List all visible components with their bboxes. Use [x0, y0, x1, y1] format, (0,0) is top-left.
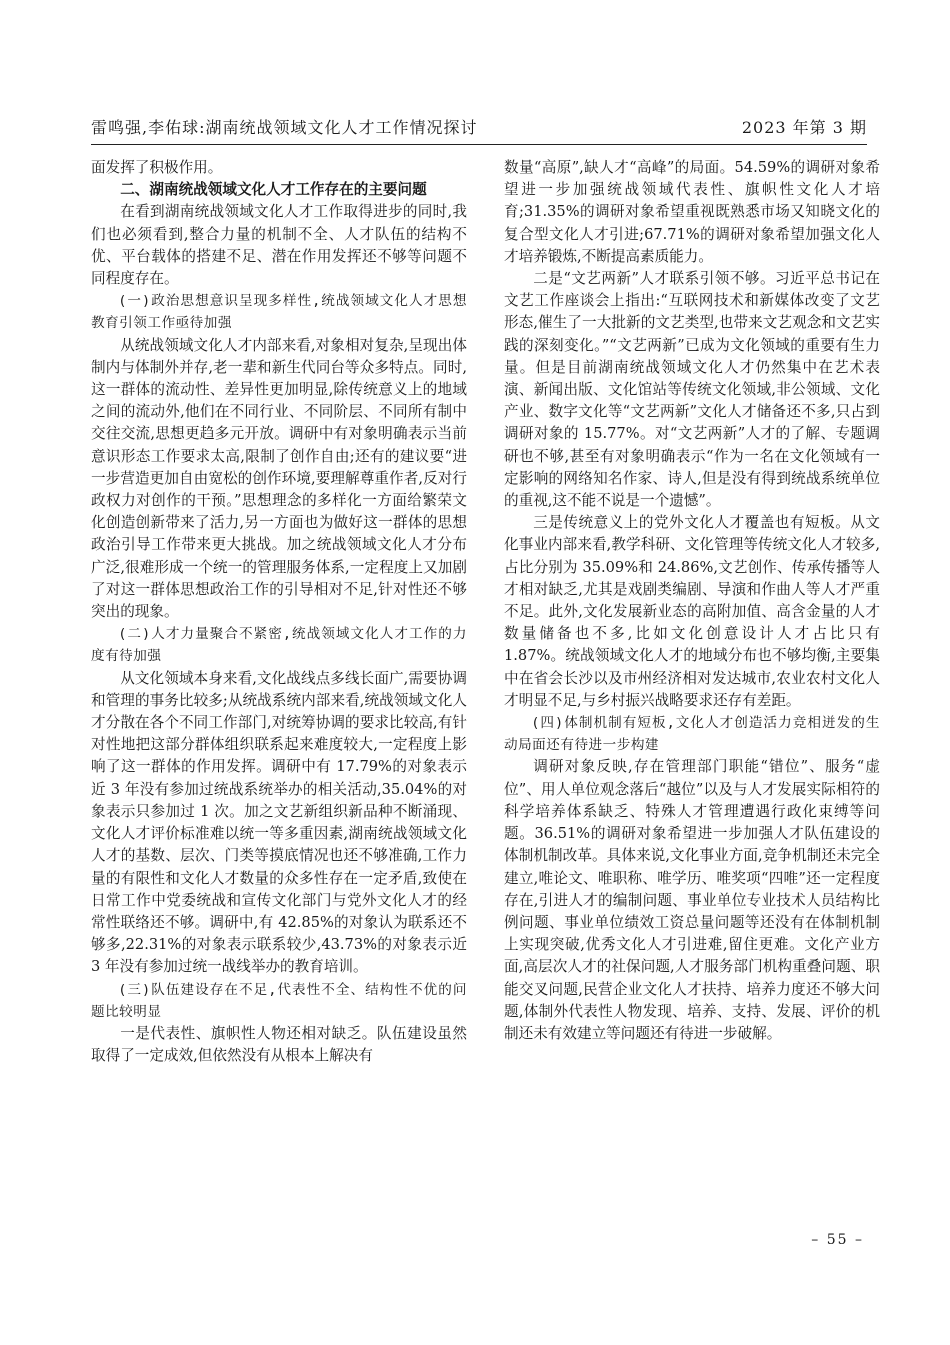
paragraph: 面发挥了积极作用。	[91, 159, 223, 176]
paragraph: 数量“高原”,缺人才“高峰”的局面。54.59%的调研对象希望进一步加强统战领域代表性、旗帜性文化人才培育;31.35%的调研对象希望重视既熟悉市场又知晓文化的复合型文化人才引进;67.71%的调研对象希望加强文化人才培养锻炼,不断提高素质能力。	[504, 159, 880, 265]
left-column	[91, 157, 467, 1067]
running-header	[91, 115, 867, 145]
paragraph: 三是传统意义上的党外文化人才覆盖也有短板。从文化事业内部来看,教学科研、文化管理等传统文化人才较多,占比分别为 35.09%和 24.86%,文艺创作、传承传播等人才相对缺乏,尤其是戏剧类编剧、导演和作曲人等人才严重不足。此外,文化发展新业态的高附加值、高含金量的人才数量储备也不多,比如文化创意设计人才占比只有 1.87%。统战领域文化人才的地域分布也不够均衡,主要集中在省会长沙以及市州经济相对发达城市,农业农村文化人才明显不足,与乡村振兴战略要求还存有差距。	[504, 514, 880, 709]
right-column	[504, 157, 880, 1045]
paragraph: 二是“文艺两新”人才联系引领不够。习近平总书记在文艺工作座谈会上指出:“互联网技术和新媒体改变了文艺形态,催生了一大批新的文艺类型,也带来文艺观念和文艺实践的深刻变化。”“文艺两新”已成为文化领域的重要有生力量。但是目前湖南统战领域文化人才仍然集中在艺术表演、新闻出版、文化馆站等传统文化领域,非公领域、文化产业、数字文化等“文艺两新”文化人才储备还不多,只占到调研对象的 15.77%。对“文艺两新”人才的了解、专题调研也不够,甚至有对象明确表示“作为一名在文化领域有一定影响的网络知名作家、诗人,但是没有得到统战系统单位的重视,这不能不说是一个遗憾”。	[504, 270, 880, 510]
paragraph: 一是代表性、旗帜性人物还相对缺乏。队伍建设虽然取得了一定成效,但依然没有从根本上解决有	[91, 1024, 467, 1065]
paragraph: 从统战领域文化人才内部来看,对象相对复杂,呈现出体制内与体制外并存,老一辈和新生代同台等众多特点。同时,这一群体的流动性、差异性更加明显,除传统意义上的地域之间的流动外,他们在不同行业、不同阶层、不同所有制中交往交流,思想更趋多元开放。调研中有对象明确表示当前意识形态工作要求太高,限制了创作自由;还有的建议要“进一步营造更加自由宽松的创作环境,要理解尊重作者,反对行政权力对创作的干预。”思想理念的多样化一方面给繁荣文化创造创新带来了活力,另一方面也为做好这一群体的思想政治引导工作带来更大挑战。加之统战领域文化人才分布广泛,很难形成一个统一的管理服务体系,一定程度上又加剧了对这一群体思想政治工作的引导相对不足,针对性还不够突出的现象。	[91, 336, 467, 621]
paragraph: 从文化领域本身来看,文化战线点多线长面广,需要协调和管理的事务比较多;从统战系统内部来看,统战领域文化人才分散在各个不同工作部门,对统筹协调的要求比较高,有针对性地把这部分群体组织联系起来难度较大,一定程度上影响了这一群体的作用发挥。调研中有 17.79%的对象表示近 3 年没有参加过统战系统举办的相关活动,35.04%的对象表示只参加过 1 次。加之文艺新组织新品种不断涌现、文化人才评价标准难以统一等多重因素,湖南统战领域文化人才的基数、层次、门类等摸底情况也还不够准确,工作力量的有限性和文化人才数量的众多性存在一定矛盾,致使在日常工作中党委统战和宣传文化部门与党外文化人才的经常性联络还不够。调研中,有 42.85%的对象认为联系还不够多,22.31%的对象表示联系较少,43.73%的对象表示近 3 年没有参加过统一战线举办的教育培训。	[91, 669, 467, 976]
subsection-heading: (一)政治思想意识呈现多样性,统战领域文化人才思想教育引领工作亟待加强	[91, 293, 467, 332]
subsection-heading: (四)体制机制有短板,文化人才创造活力竞相迸发的生动局面还有待进一步构建	[504, 715, 880, 754]
page-number: – 55 –	[811, 1232, 864, 1248]
paragraph: 在看到湖南统战领域文化人才工作取得进步的同时,我们也必须看到,整合力量的机制不全、人才队伍的结构不优、平台载体的搭建不足、潜在作用发挥还不够等问题不同程度存在。	[91, 203, 467, 288]
section-heading: 二、湖南统战领域文化人才工作存在的主要问题	[120, 181, 427, 199]
paragraph: 调研对象反映,存在管理部门职能“错位”、服务“虚位”、用人单位观念落后“越位”以及与人才发展实际相符的科学培养体系缺乏、特殊人才管理遭遇行政化束缚等问题。36.51%的调研对象希望进一步加强人才队伍建设的体制机制改革。具体来说,文化事业方面,竞争机制还未完全建立,唯论文、唯职称、唯学历、唯奖项“四唯”还一定程度存在,引进人才的编制问题、事业单位专业技术人员结构比例问题、事业单位绩效工资总量问题等还没有在体制机制上实现突破,优秀文化人才引进难,留住更难。文化产业方面,高层次人才的社保问题,人才服务部门机构重叠问题、职能交叉问题,民营企业文化人才扶持、培养力度还不够大问题,体制外代表性人物发现、培养、支持、发展、评价的机制还未有效建立等问题还有待进一步破解。	[504, 758, 880, 1042]
subsection-heading: (三)队伍建设存在不足,代表性不全、结构性不优的问题比较明显	[91, 981, 467, 1020]
subsection-heading: (二)人才力量聚合不紧密,统战领域文化人才工作的力度有待加强	[91, 626, 467, 665]
header-issue: 2023 年第 3 期	[741, 118, 867, 137]
header-authors-title: 雷鸣强,李佑球:湖南统战领域文化人才工作情况探讨	[91, 118, 478, 137]
